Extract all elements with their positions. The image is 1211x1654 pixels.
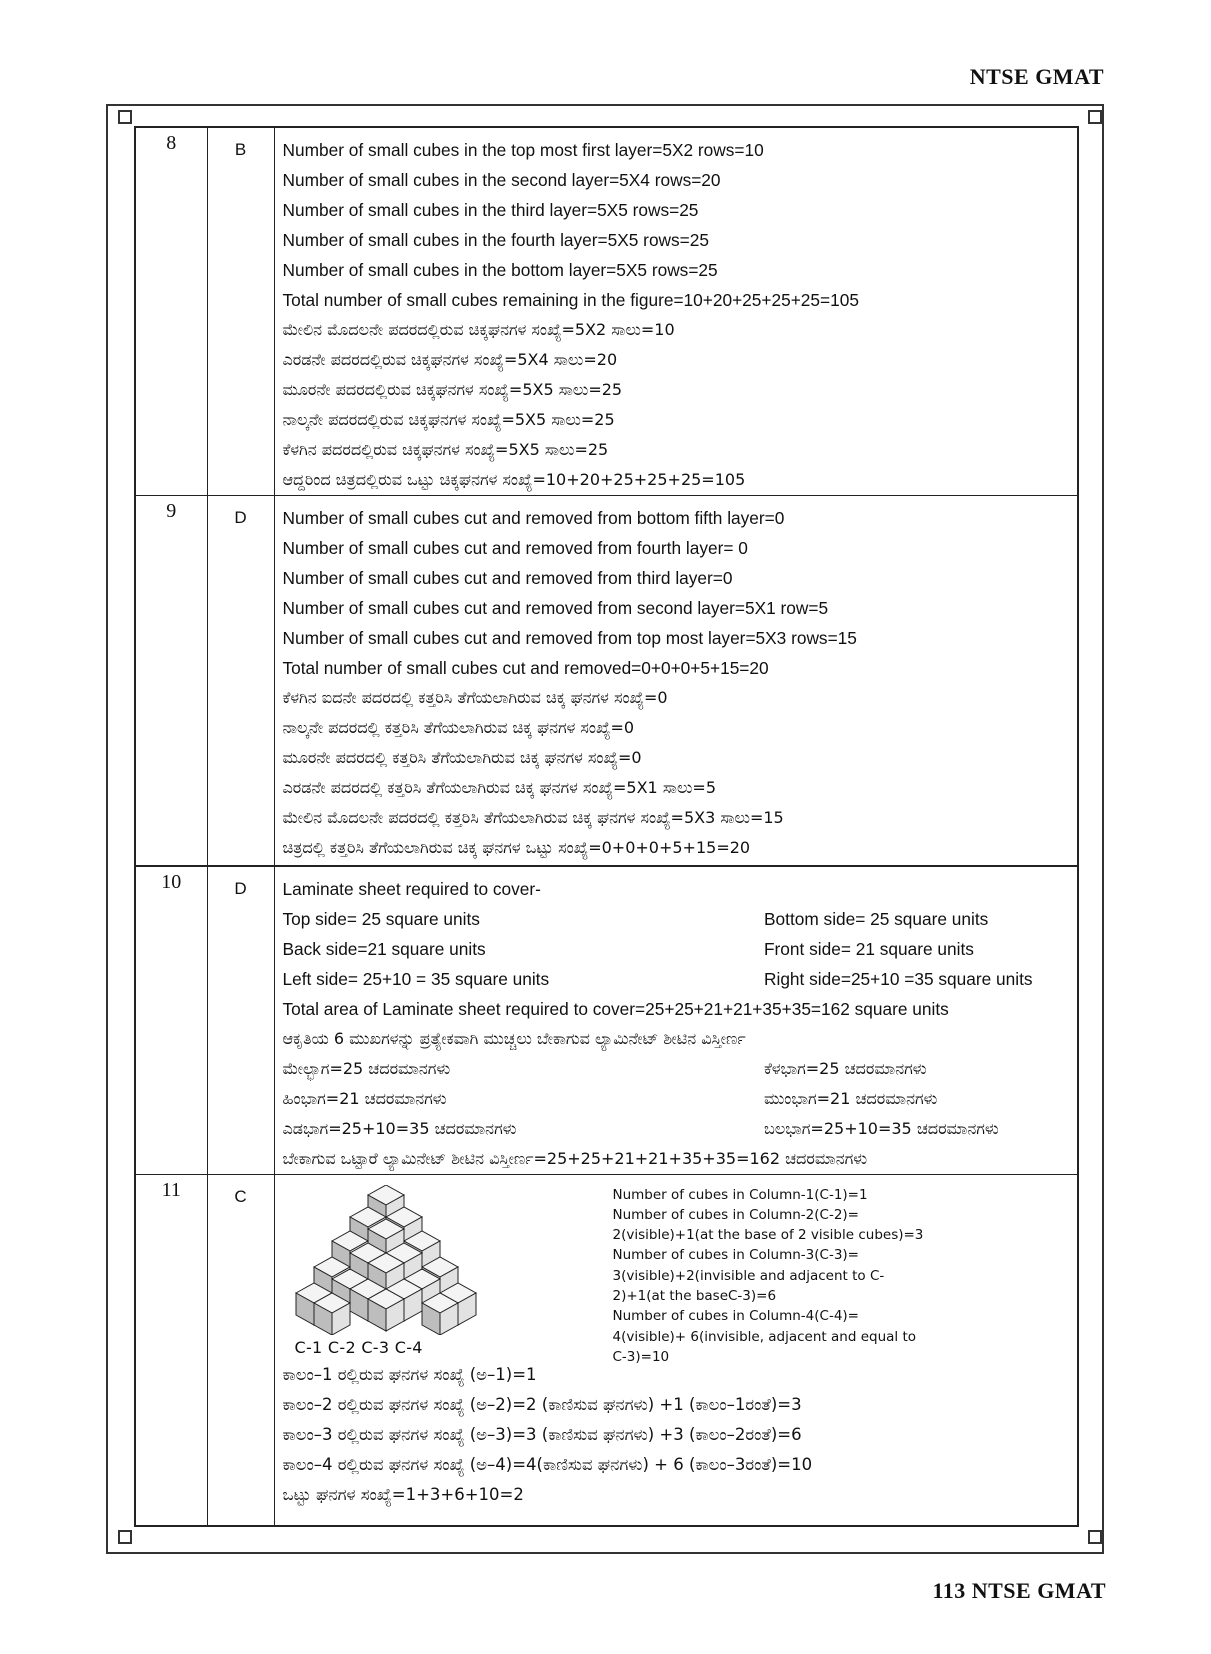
note-line: 4(visible)+ 6(invisible, adjacent and equal to [612,1328,916,1345]
frame-corner-ornament [118,1530,132,1544]
column-labels: C-1 C-2 C-3 C-4 [294,1337,423,1357]
kannada-explanation-line: ಆಕೃತಿಯ 6 ಮುಖಗಳನ್ನು ಪ್ರತ್ಯೇಕವಾಗಿ ಮುಚ್ಚಲು ಬೇಕಾಗುವ ಲ್ಯಾಮಿನೇಟ್ ಶೀಟಿನ ವಿಸ್ತೀರ್ಣ [282,1028,746,1048]
explanation-cell [274,127,1078,496]
explanation-line: Number of small cubes in the third layer=5X5 rows=25 [282,200,699,220]
question-number: 9 [135,496,207,866]
kannada-explanation-line: ಎರಡನೇ ಪದರದಲ್ಲಿರುವ ಚಿಕ್ಕಘನಗಳ ಸಂಖ್ಯೆ=5X4 ಸಾಲು=20 [282,350,618,369]
frame-corner-ornament [1088,1530,1102,1544]
explanation-line: Number of small cubes cut and removed from fourth layer= 0 [282,538,748,558]
side-area-right: Bottom side= 25 square units [764,908,989,929]
note-line: 3(visible)+2(invisible and adjacent to C- [612,1267,885,1284]
table-row [135,866,1078,1175]
kannada-explanation-line: ಚಿತ್ರದಲ್ಲಿ ಕತ್ತರಿಸಿ ತೆಗೆಯಲಾಗಿರುವ ಚಿಕ್ಕ ಘನಗಳ ಒಟ್ಟು ಸಂಖ್ಯೆ=0+0+0+5+15=20 [282,838,751,857]
kannada-explanation-line: ಮೂರನೇ ಪದರದಲ್ಲಿ ಕತ್ತರಿಸಿ ತೆಗೆಯಲಾಗಿರುವ ಚಿಕ್ಕ ಘನಗಳ ಸಂಖ್ಯೆ=0 [282,748,642,767]
side-area-left: ಹಿಂಭಾಗ=21 ಚದರಮಾನಗಳು [282,1088,447,1108]
side-area-left: Back side=21 square units [282,938,486,959]
explanation-line: Number of small cubes in the bottom layer=5X5 rows=25 [282,260,718,280]
side-area-left: ಎಡಭಾಗ=25+10=35 ಚದರಮಾನಗಳು [282,1118,517,1138]
cube-pyramid-illustration [291,1185,481,1335]
explanation-line: Laminate sheet required to cover- [282,878,541,899]
explanation-line: Total number of small cubes cut and removed=0+0+0+5+15=20 [282,658,769,678]
kannada-explanation-line: ನಾಲ್ಕನೇ ಪದರದಲ್ಲಿರುವ ಚಿಕ್ಕಘನಗಳ ಸಂಖ್ಯೆ=5X5 ಸಾಲು=25 [282,410,615,429]
explanation-line: Number of small cubes cut and removed from third layer=0 [282,568,733,588]
kannada-explanation-line: ಆದ್ದರಿಂದ ಚಿತ್ರದಲ್ಲಿರುವ ಒಟ್ಟು ಚಿಕ್ಕಘನಗಳ ಸಂಖ್ಯೆ=10+20+25+25+25=105 [282,470,746,489]
table-row [135,127,1078,496]
side-area-right: Right side=25+10 =35 square units [764,968,1033,989]
cube-staircase-figure [283,1175,613,1360]
question-number: 10 [135,866,207,1175]
note-line: Number of cubes in Column-1(C-1)=1 [612,1186,868,1203]
question-number: 8 [135,127,207,496]
note-line: Number of cubes in Column-4(C-4)= [612,1308,859,1325]
kannada-side-area-pair [283,1114,1070,1144]
kannada-explanation-line: ಕೆಳಗಿನ ಐದನೇ ಪದರದಲ್ಲಿ ಕತ್ತರಿಸಿ ತೆಗೆಯಲಾಗಿರುವ ಚಿಕ್ಕ ಘನಗಳ ಸಂಖ್ಯೆ=0 [282,688,668,707]
kannada-explanation-line: ಮೇಲಿನ ಮೊದಲನೇ ಪದರದಲ್ಲಿ ಕತ್ತರಿಸಿ ತೆಗೆಯಲಾಗಿರುವ ಚಿಕ್ಕ ಘನಗಳ ಸಂಖ್ಯೆ=5X3 ಸಾಲು=15 [282,808,784,827]
question-number: 11 [135,1174,207,1526]
kannada-explanation-line: ನಾಲ್ಕನೇ ಪದರದಲ್ಲಿ ಕತ್ತರಿಸಿ ತೆಗೆಯಲಾಗಿರುವ ಚಿಕ್ಕ ಘನಗಳ ಸಂಖ್ಯೆ=0 [282,718,635,737]
page-header-title: NTSE GMAT [969,64,1104,89]
kannada-explanation-line: ಮೂರನೇ ಪದರದಲ್ಲಿರುವ ಚಿಕ್ಕಘನಗಳ ಸಂಖ್ಯೆ=5X5 ಸಾಲು=25 [282,380,623,399]
side-area-right: ಬಲಭಾಗ=25+10=35 ಚದರಮಾನಗಳು [764,1118,999,1138]
answer-letter: C [207,1174,274,1526]
explanation-total: Total area of Laminate sheet required to cover=25+25+21+21+35+35=162 square units [282,998,949,1019]
figure-notes [612,1175,924,1365]
frame-corner-ornament [1088,110,1102,124]
figure-and-notes [283,1175,1070,1365]
side-area-left: ಮೇಲ್ಭಾಗ=25 ಚದರಮಾನಗಳು [282,1058,451,1078]
kannada-explanation-line: ಕೆಳಗಿನ ಪದರದಲ್ಲಿರುವ ಚಿಕ್ಕಘನಗಳ ಸಂಖ್ಯೆ=5X5 ಸಾಲು=25 [282,440,609,459]
explanation-line: Number of small cubes in the top most first layer=5X2 rows=10 [282,140,764,160]
kannada-explanation-line: ಕಾಲಂ–2 ರಲ್ಲಿರುವ ಘನಗಳ ಸಂಖ್ಯೆ (ಅ–2)=2 (ಕಾಣಿಸುವ ಘನಗಳು) +1 (ಕಾಲಂ–1ರಂತೆ)=3 [282,1394,802,1414]
explanation-line: Total number of small cubes remaining in the figure=10+20+25+25+25=105 [282,290,859,310]
explanation-line: Number of small cubes cut and removed from bottom fifth layer=0 [282,508,785,528]
side-area-right: ಕೆಳಭಾಗ=25 ಚದರಮಾನಗಳು [764,1058,927,1078]
answer-letter: D [207,496,274,866]
side-area-pair [283,904,1070,934]
explanation-line: Number of small cubes cut and removed from second layer=5X1 row=5 [282,598,829,618]
side-area-pair [283,964,1070,994]
page-footer: 113 NTSE GMAT [932,1578,1106,1603]
note-line: C-3)=10 [612,1348,670,1365]
kannada-side-area-pair [283,1054,1070,1084]
side-area-left: Left side= 25+10 = 35 square units [282,968,550,989]
answer-key-table [134,126,1079,1527]
explanation-cell [274,866,1078,1175]
note-line: Number of cubes in Column-2(C-2)= [612,1206,859,1223]
note-line: 2(visible)+1(at the base of 2 visible cubes)=3 [612,1227,924,1244]
note-line: 2)+1(at the baseC-3)=6 [612,1287,777,1304]
kannada-explanation-line: ಕಾಲಂ–4 ರಲ್ಲಿರುವ ಘನಗಳ ಸಂಖ್ಯೆ (ಅ–4)=4(ಕಾಣಿಸುವ ಘನಗಳು) + 6 (ಕಾಲಂ–3ರಂತೆ)=10 [282,1454,813,1474]
side-area-left: Top side= 25 square units [282,908,480,929]
explanation-cell [274,496,1078,866]
answer-letter: B [207,127,274,496]
explanation-line: Number of small cubes in the second layer=5X4 rows=20 [282,170,721,190]
note-line: Number of cubes in Column-3(C-3)= [612,1247,859,1264]
table-row [135,1174,1078,1526]
kannada-explanation-line: ಕಾಲಂ–1 ರಲ್ಲಿರುವ ಘನಗಳ ಸಂಖ್ಯೆ (ಅ–1)=1 [282,1364,537,1384]
kannada-side-area-pair [283,1084,1070,1114]
explanation-line: Number of small cubes in the fourth layer=5X5 rows=25 [282,230,709,250]
answer-letter: D [207,866,274,1175]
kannada-explanation-line: ಕಾಲಂ–3 ರಲ್ಲಿರುವ ಘನಗಳ ಸಂಖ್ಯೆ (ಅ–3)=3 (ಕಾಣಿಸುವ ಘನಗಳು) +3 (ಕಾಲಂ–2ರಂತೆ)=6 [282,1424,802,1444]
side-area-right: Front side= 21 square units [764,938,974,959]
explanation-line: Number of small cubes cut and removed from top most layer=5X3 rows=15 [282,628,857,648]
kannada-explanation-total: ಬೇಕಾಗುವ ಒಟ್ಟಾರೆ ಲ್ಯಾಮಿನೇಟ್ ಶೀಟಿನ ವಿಸ್ತೀರ್ಣ=25+25+21+21+35+35=162 ಚದರಮಾನಗಳು [282,1148,868,1168]
explanation-cell [274,1174,1078,1526]
kannada-explanation-line: ಒಟ್ಟು ಘನಗಳ ಸಂಖ್ಯೆ=1+3+6+10=2 [282,1484,524,1504]
kannada-explanation-line: ಎರಡನೇ ಪದರದಲ್ಲಿ ಕತ್ತರಿಸಿ ತೆಗೆಯಲಾಗಿರುವ ಚಿಕ್ಕ ಘನಗಳ ಸಂಖ್ಯೆ=5X1 ಸಾಲು=5 [282,778,716,797]
side-area-pair [283,934,1070,964]
side-area-right: ಮುಂಭಾಗ=21 ಚದರಮಾನಗಳು [764,1088,938,1108]
table-row [135,496,1078,866]
kannada-explanation-line: ಮೇಲಿನ ಮೊದಲನೇ ಪದರದಲ್ಲಿರುವ ಚಿಕ್ಕಘನಗಳ ಸಂಖ್ಯೆ=5X2 ಸಾಲು=10 [282,320,675,339]
kannada-explanation-list [283,1360,1070,1510]
frame-corner-ornament [118,110,132,124]
